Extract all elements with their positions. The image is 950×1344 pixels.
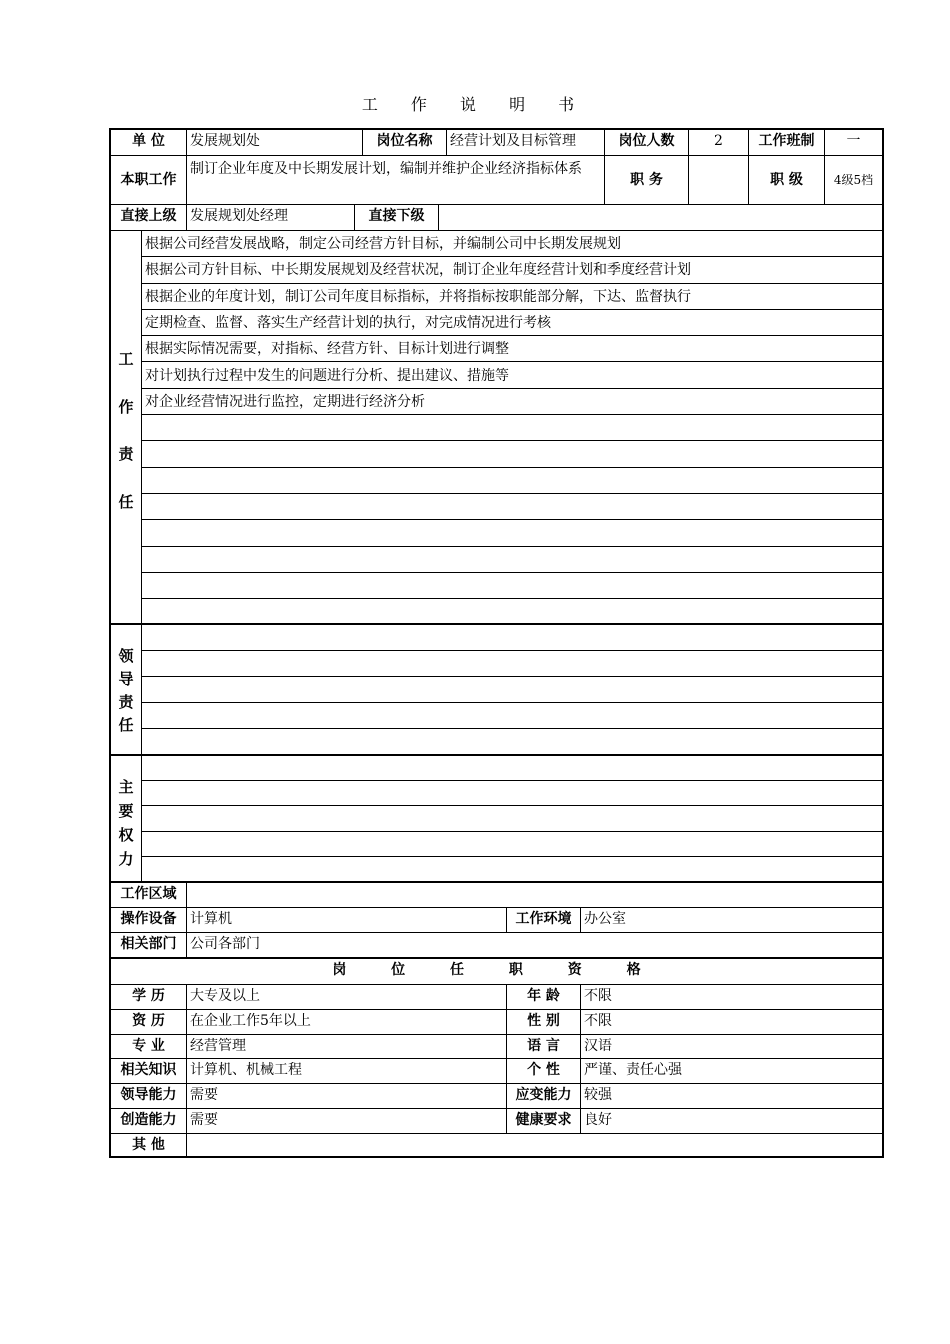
grade-label: 职 级 bbox=[749, 156, 825, 205]
qualification-label: 个 性 bbox=[507, 1059, 581, 1084]
responsibilities-label-3: 责 bbox=[118, 445, 134, 463]
area-value bbox=[187, 883, 882, 908]
qualification-value: 计算机、机械工程 bbox=[187, 1059, 507, 1084]
document-title: 工 作 说 明 书 bbox=[361, 95, 589, 114]
authority-label-cell bbox=[111, 756, 142, 882]
leadership-item bbox=[142, 625, 882, 651]
leadership-label-cell bbox=[111, 625, 142, 755]
responsibility-item bbox=[142, 520, 882, 546]
responsibility-item: 定期检查、监督、落实生产经营计划的执行，对完成情况进行考核 bbox=[142, 310, 882, 336]
responsibility-item bbox=[142, 494, 882, 520]
responsibilities-label-1: 工 bbox=[118, 350, 134, 368]
responsibility-item bbox=[142, 599, 882, 625]
grade-value: 4级5档 bbox=[825, 156, 882, 205]
leadership-label-4: 任 bbox=[118, 716, 134, 734]
env-label: 工作环境 bbox=[507, 908, 581, 933]
responsibility-item bbox=[142, 573, 882, 599]
unit-label: 单 位 bbox=[111, 130, 187, 156]
responsibility-item bbox=[142, 441, 882, 467]
authority-item bbox=[142, 781, 882, 806]
qualification-label: 语 言 bbox=[507, 1035, 581, 1060]
qualification-value: 经营管理 bbox=[187, 1035, 507, 1060]
unit-value: 发展规划处 bbox=[187, 130, 363, 156]
responsibility-item bbox=[142, 415, 882, 441]
qualification-value: 需要 bbox=[187, 1109, 507, 1134]
qualification-value: 大专及以上 bbox=[187, 985, 507, 1010]
qualification-label: 相关知识 bbox=[111, 1059, 187, 1084]
responsibility-item: 对计划执行过程中发生的问题进行分析、提出建议、措施等 bbox=[142, 363, 882, 389]
responsibilities-list bbox=[142, 231, 882, 625]
qualification-label: 性 别 bbox=[507, 1010, 581, 1035]
post-count-value: 2 bbox=[689, 130, 749, 156]
responsibility-item bbox=[142, 547, 882, 573]
post-count-label: 岗位人数 bbox=[605, 130, 689, 156]
qualification-value: 不限 bbox=[581, 985, 882, 1010]
qualification-value: 不限 bbox=[581, 1010, 882, 1035]
dept-value: 公司各部门 bbox=[187, 933, 882, 958]
superior-label: 直接上级 bbox=[111, 205, 187, 231]
qualification-label: 创造能力 bbox=[111, 1109, 187, 1134]
qualification-value: 需要 bbox=[187, 1084, 507, 1109]
equipment-label: 操作设备 bbox=[111, 908, 187, 933]
qualification-value: 汉语 bbox=[581, 1035, 882, 1060]
position-value bbox=[689, 156, 749, 205]
leadership-label-3: 责 bbox=[118, 693, 134, 711]
leadership-item bbox=[142, 703, 882, 729]
qualifications-heading: 岗 位 任 职 资 格 bbox=[111, 959, 882, 985]
responsibilities-label-4: 任 bbox=[118, 493, 134, 511]
leadership-list bbox=[142, 625, 882, 755]
equipment-value: 计算机 bbox=[187, 908, 507, 933]
qualification-value: 良好 bbox=[581, 1109, 882, 1134]
qualification-value: 较强 bbox=[581, 1084, 882, 1109]
authority-label-2: 要 bbox=[118, 802, 134, 820]
qualification-label: 领导能力 bbox=[111, 1084, 187, 1109]
shift-label: 工作班制 bbox=[749, 130, 825, 156]
other-label: 其 他 bbox=[111, 1134, 187, 1156]
responsibility-item: 根据公司经营发展战略，制定公司经营方针目标，并编制公司中长期发展规划 bbox=[142, 231, 882, 257]
superior-value: 发展规划处经理 bbox=[187, 205, 355, 231]
post-name-value: 经营计划及目标管理 bbox=[447, 130, 605, 156]
leadership-label-2: 导 bbox=[118, 670, 134, 688]
qualification-label: 资 历 bbox=[111, 1010, 187, 1035]
responsibility-item bbox=[142, 468, 882, 494]
subordinate-value bbox=[439, 205, 882, 231]
duty-label: 本职工作 bbox=[111, 156, 187, 205]
qualification-value: 在企业工作5年以上 bbox=[187, 1010, 507, 1035]
env-value: 办公室 bbox=[581, 908, 882, 933]
qualification-label: 学 历 bbox=[111, 985, 187, 1010]
leadership-item bbox=[142, 677, 882, 703]
duty-value: 制订企业年度及中长期发展计划，编制并维护企业经济指标体系 bbox=[187, 156, 605, 205]
responsibilities-label-2: 作 bbox=[118, 398, 134, 416]
authority-label-3: 权 bbox=[118, 826, 134, 844]
shift-value: 一 bbox=[825, 130, 882, 156]
responsibilities-label-cell bbox=[111, 231, 142, 625]
authority-label-1: 主 bbox=[118, 778, 134, 796]
authority-item bbox=[142, 832, 882, 857]
position-label: 职 务 bbox=[605, 156, 689, 205]
responsibility-item: 根据公司方针目标、中长期发展规划及经营状况，制订企业年度经营计划和季度经营计划 bbox=[142, 257, 882, 283]
other-value bbox=[187, 1134, 882, 1156]
post-name-label: 岗位名称 bbox=[363, 130, 447, 156]
authority-item bbox=[142, 756, 882, 781]
authority-list bbox=[142, 756, 882, 882]
authority-label-4: 力 bbox=[118, 850, 134, 868]
qualification-label: 专 业 bbox=[111, 1035, 187, 1060]
qualification-label: 应变能力 bbox=[507, 1084, 581, 1109]
job-description-table bbox=[109, 128, 884, 1158]
qualification-label: 健康要求 bbox=[507, 1109, 581, 1134]
leadership-item bbox=[142, 729, 882, 755]
responsibility-item: 根据企业的年度计划，制订公司年度目标指标，并将指标按职能部分解，下达、监督执行 bbox=[142, 284, 882, 310]
responsibility-item: 对企业经营情况进行监控，定期进行经济分析 bbox=[142, 389, 882, 415]
leadership-item bbox=[142, 651, 882, 677]
leadership-label-1: 领 bbox=[118, 647, 134, 665]
dept-label: 相关部门 bbox=[111, 933, 187, 958]
qualification-label: 年 龄 bbox=[507, 985, 581, 1010]
authority-item bbox=[142, 806, 882, 831]
responsibility-item: 根据实际情况需要，对指标、经营方针、目标计划进行调整 bbox=[142, 336, 882, 362]
area-label: 工作区域 bbox=[111, 883, 187, 908]
subordinate-label: 直接下级 bbox=[355, 205, 439, 231]
authority-item bbox=[142, 857, 882, 882]
qualification-value: 严谨、责任心强 bbox=[581, 1059, 882, 1084]
